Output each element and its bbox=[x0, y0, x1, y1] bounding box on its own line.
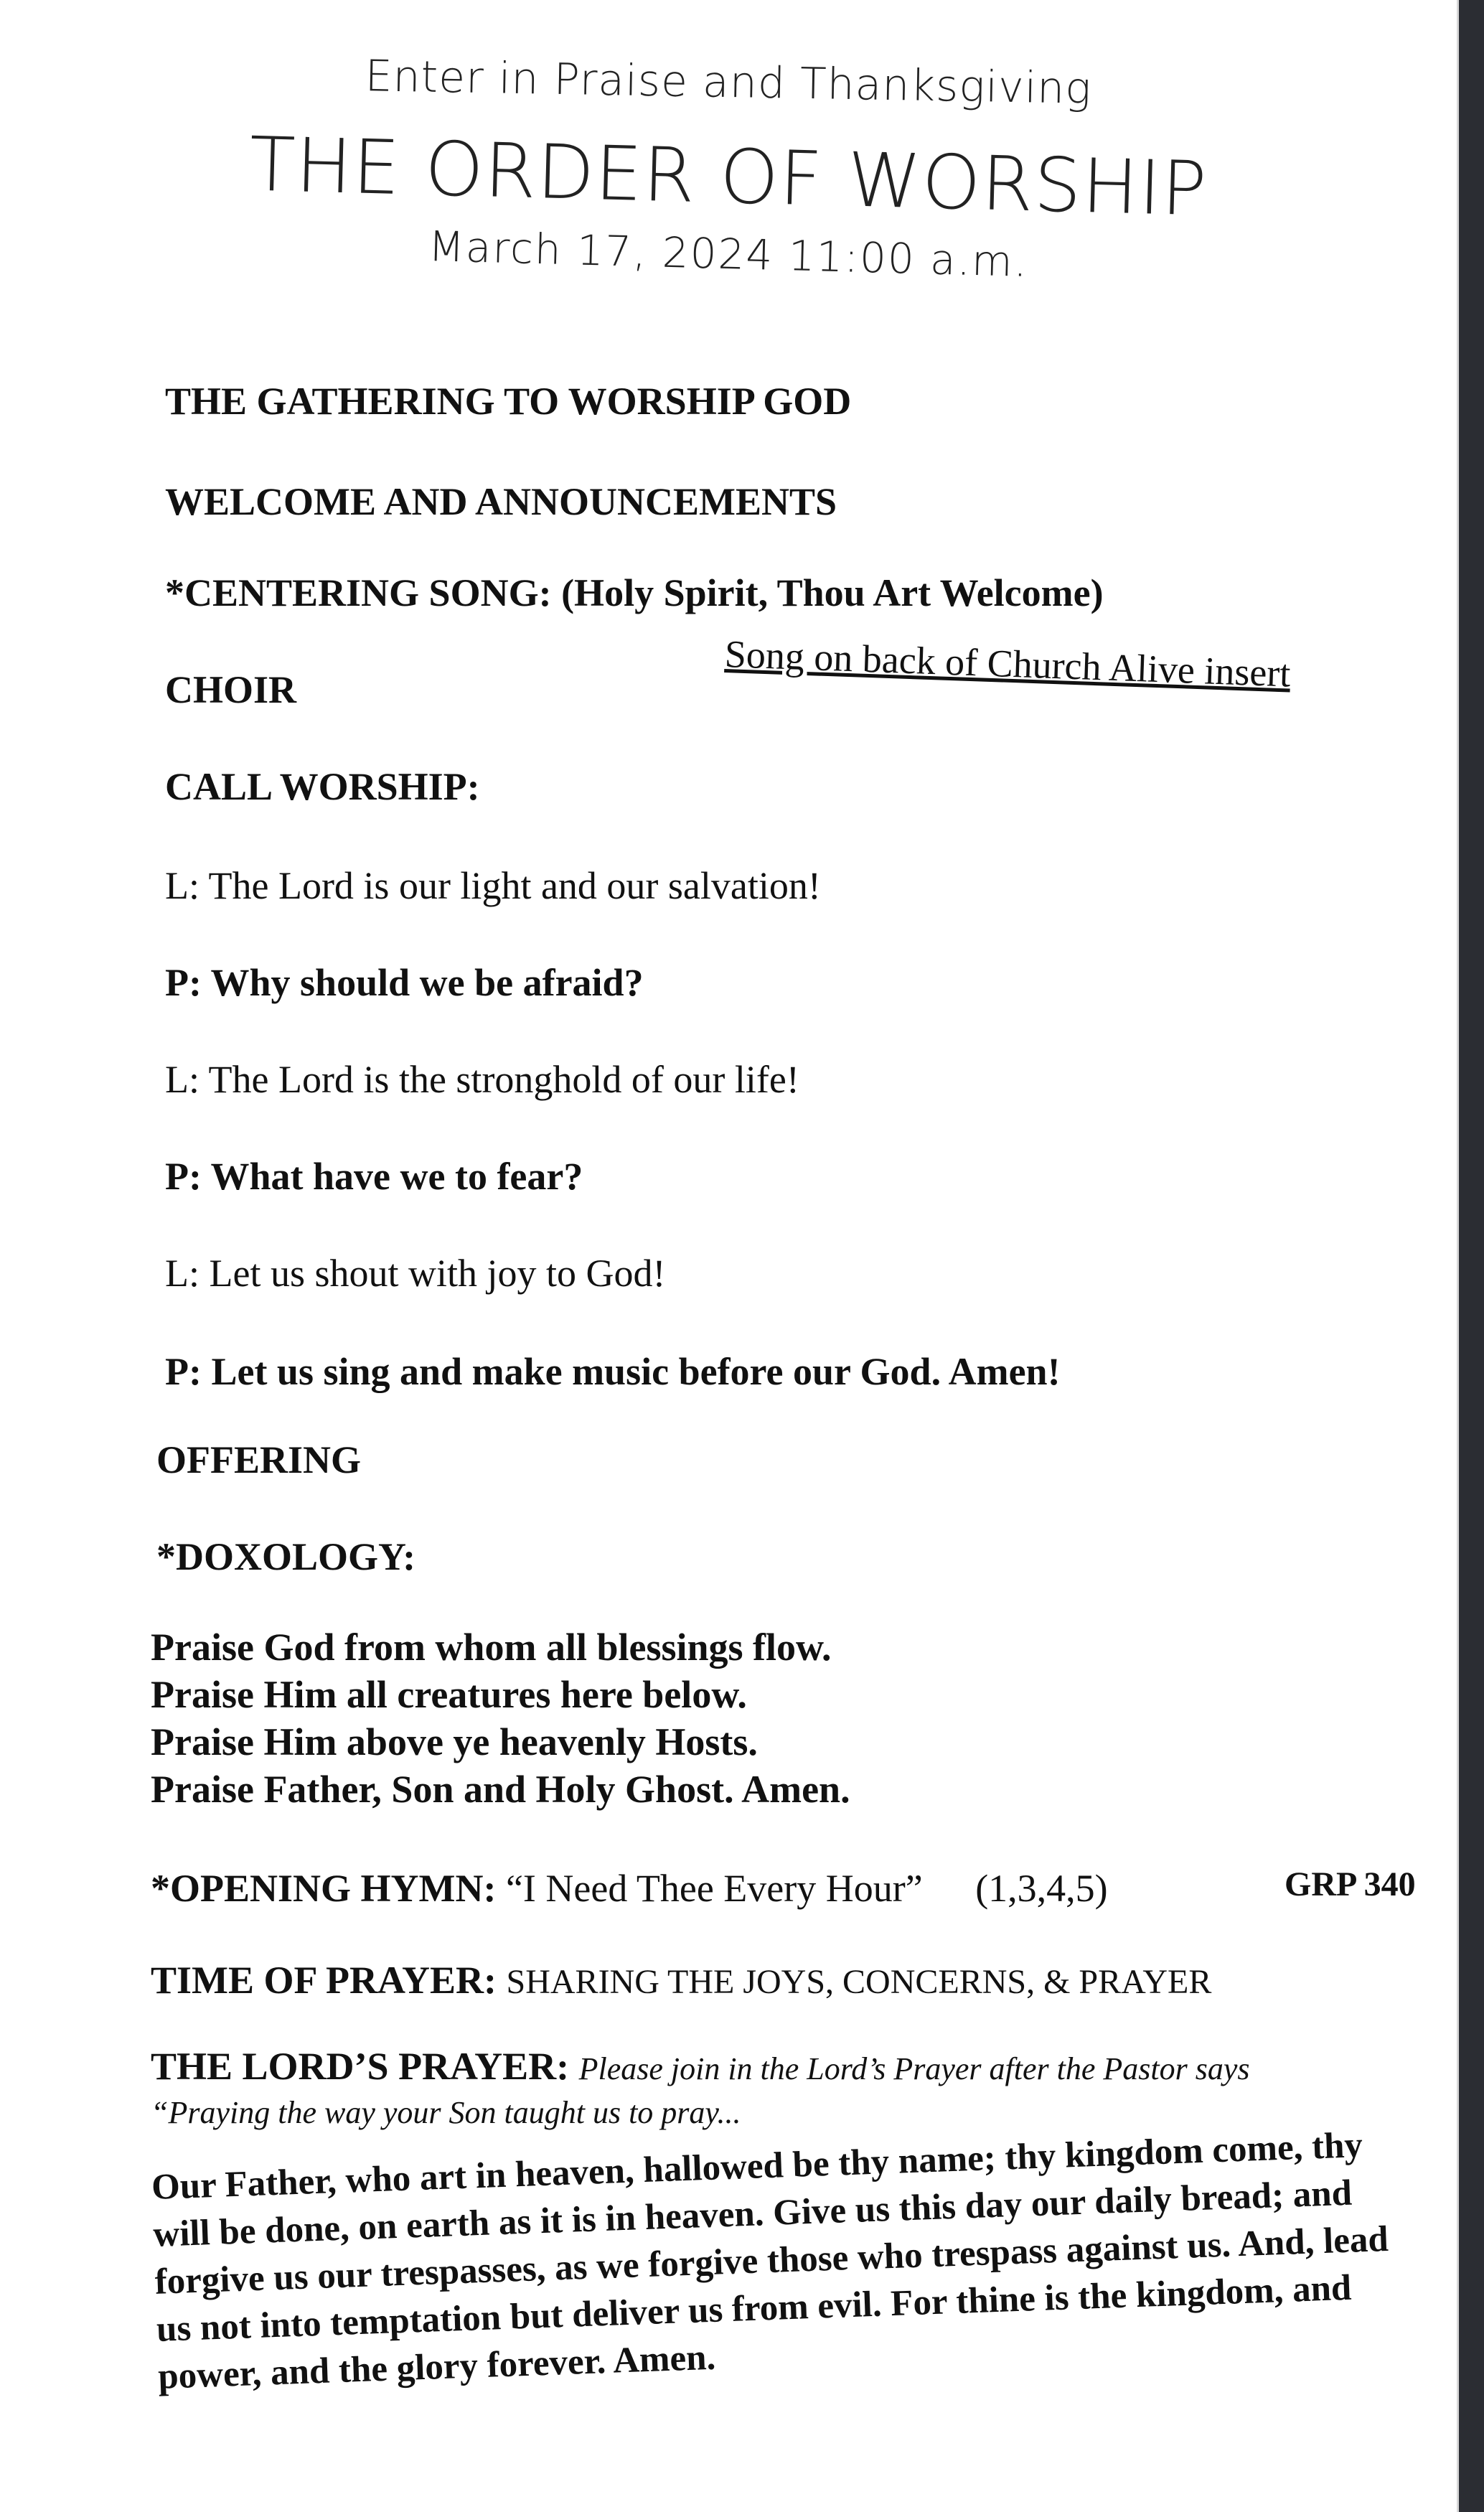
opening-hymn-title: “I Need Thee Every Hour” bbox=[505, 1867, 923, 1910]
opening-hymn-number: GRP 340 bbox=[1285, 1865, 1416, 1903]
header-tagline: Enter in Praise and Thanksgiving bbox=[365, 51, 1092, 114]
lords-prayer-instruction-cont: “Praying the way your Son taught us to pray... bbox=[151, 2095, 741, 2130]
heading-choir: CHOIR bbox=[165, 668, 297, 711]
opening-hymn-label: *OPENING HYMN: bbox=[151, 1867, 497, 1910]
centering-song-label: *CENTERING SONG: bbox=[165, 571, 552, 614]
heading-offering: OFFERING bbox=[156, 1438, 362, 1481]
responsive-line-3: L: The Lord is the stronghold of our life! bbox=[165, 1058, 799, 1101]
prayer-time-line bbox=[151, 1958, 1211, 2002]
doxology-verse: Praise God from whom all blessings flow. bbox=[151, 1626, 832, 1669]
responsive-line-5: L: Let us shout with joy to God! bbox=[165, 1252, 666, 1295]
service-date: March 17, 2024 11:00 a.m. bbox=[428, 222, 1029, 286]
heading-doxology: *DOXOLOGY: bbox=[156, 1535, 416, 1578]
heading-welcome: WELCOME AND ANNOUNCEMENTS bbox=[165, 480, 837, 523]
lords-prayer-label: THE LORD’S PRAYER: bbox=[151, 2045, 570, 2088]
lords-prayer-line bbox=[151, 2044, 1250, 2089]
responsive-line-6: P: Let us sing and make music before our God. Amen! bbox=[165, 1350, 1061, 1393]
prayer-time-label: TIME OF PRAYER: bbox=[151, 1959, 497, 2002]
responsive-line-2: P: Why should we be afraid? bbox=[165, 961, 644, 1004]
centering-song-line bbox=[165, 571, 1104, 615]
lords-prayer-text: Our Father, who art in heaven, hallowed be thy name; thy kingdom come, thy will be done, on earth as it is in heaven. Give us this day our daily bread; and forgive us our trespasses, as we forgive those who trespass against us. And, lead us not into temptation but deliver us from evil. For thine is the kingdom, and power, and the glory forever. Amen. bbox=[151, 2125, 1389, 2397]
responsive-line-1: L: The Lord is our light and our salvation! bbox=[165, 864, 821, 907]
page-title: THE ORDER OF WORSHIP bbox=[248, 120, 1208, 233]
centering-song-title: (Holy Spirit, Thou Art Welcome) bbox=[561, 571, 1104, 614]
doxology-verse: Praise Him all creatures here below. bbox=[151, 1673, 747, 1716]
doxology-verses bbox=[151, 1623, 850, 1813]
opening-hymn-line bbox=[151, 1866, 1108, 1911]
lords-prayer-instruction: Please join in the Lord’s Prayer after the Pastor says bbox=[578, 2051, 1250, 2086]
opening-hymn-verses: (1,3,4,5) bbox=[975, 1867, 1108, 1910]
doxology-verse: Praise Him above ye heavenly Hosts. bbox=[151, 1720, 758, 1763]
heading-call-worship: CALL WORSHIP: bbox=[165, 765, 480, 808]
responsive-line-4: P: What have we to fear? bbox=[165, 1155, 583, 1198]
heading-gathering: THE GATHERING TO WORSHIP GOD bbox=[165, 380, 852, 423]
centering-song-note: Song on back of Church Alive insert bbox=[723, 632, 1292, 695]
prayer-time-detail: SHARING THE JOYS, CONCERNS, & PRAYER bbox=[506, 1963, 1212, 2001]
doxology-verse: Praise Father, Son and Holy Ghost. Amen. bbox=[151, 1768, 850, 1811]
